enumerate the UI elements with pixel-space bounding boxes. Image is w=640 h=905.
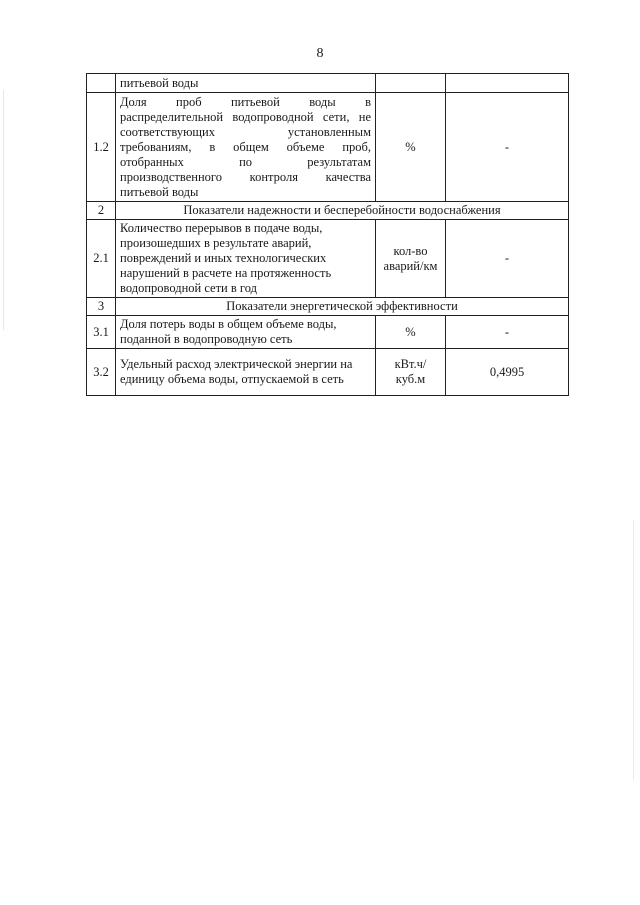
indicators-table [86, 73, 569, 396]
indicator-value: - [446, 316, 569, 349]
section-number: 2 [87, 202, 116, 220]
section-number: 3 [87, 298, 116, 316]
row-number: 3.2 [87, 349, 116, 396]
unit-of-measure: кол-во аварий/км [376, 220, 446, 298]
row-number [87, 74, 116, 93]
table-row [87, 74, 569, 93]
indicator-name: Доля потерь воды в общем объеме воды, поданной в водопроводную сеть [116, 316, 376, 349]
table-row [87, 93, 569, 202]
table-row [87, 349, 569, 396]
scan-artifact [3, 90, 4, 330]
unit-of-measure [376, 74, 446, 93]
section-title: Показатели энергетической эффективности [116, 298, 569, 316]
row-number: 1.2 [87, 93, 116, 202]
scan-artifact [633, 520, 634, 780]
indicator-value [446, 74, 569, 93]
indicator-name: Доля проб питьевой воды в распределительной водопроводной сети, не соответствующих установленным требованиям, в общем объеме проб, отобранных по результатам производственного контроля качества питьевой воды [116, 93, 376, 202]
indicator-name: Количество перерывов в подаче воды, произошедших в результате аварий, повреждений и иных технологических нарушений в расчете на протяженность водопроводной сети в год [116, 220, 376, 298]
section-title: Показатели надежности и бесперебойности водоснабжения [116, 202, 569, 220]
row-number: 3.1 [87, 316, 116, 349]
indicator-name: Удельный расход электрической энергии на единицу объема воды, отпускаемой в сеть [116, 349, 376, 396]
unit-of-measure: % [376, 316, 446, 349]
indicator-value: 0,4995 [446, 349, 569, 396]
page-number: 8 [316, 46, 324, 61]
row-number: 2.1 [87, 220, 116, 298]
indicator-value: - [446, 220, 569, 298]
indicator-value: - [446, 93, 569, 202]
indicator-name: питьевой воды [116, 74, 376, 93]
unit-of-measure: кВт.ч/ куб.м [376, 349, 446, 396]
table-row [87, 220, 569, 298]
unit-of-measure: % [376, 93, 446, 202]
table-row [87, 316, 569, 349]
section-row [87, 298, 569, 316]
section-row [87, 202, 569, 220]
